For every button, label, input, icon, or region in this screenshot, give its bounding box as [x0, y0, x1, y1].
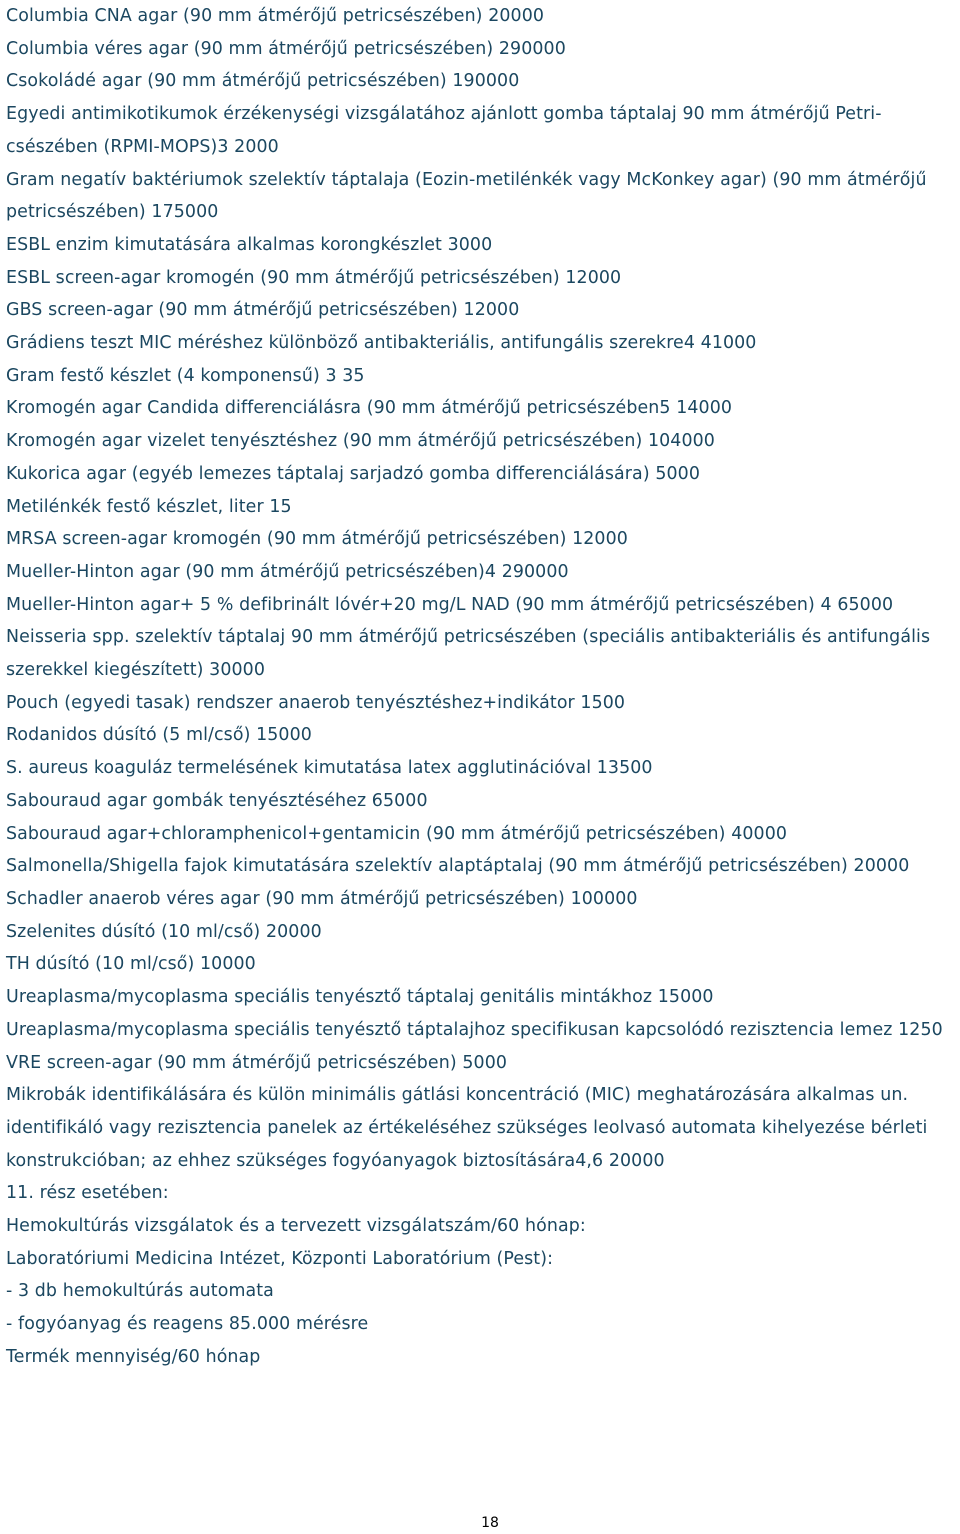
paragraph: Szelenites dúsító (10 ml/cső) 20000	[6, 921, 322, 942]
paragraph: Rodanidos dúsító (5 ml/cső) 15000	[6, 725, 312, 746]
paragraph: Csokoládé agar (90 mm átmérőjű petricsészében) 190000	[6, 71, 520, 92]
paragraph: Kukorica agar (egyéb lemezes táptalaj sarjadzó gomba differenciálására) 5000	[6, 463, 700, 484]
paragraph: Mueller-Hinton agar+ 5 % defibrinált lóvér+20 mg/L NAD (90 mm átmérőjű petricsészében) 4 65000	[6, 594, 894, 615]
document-body	[6, 0, 956, 1374]
paragraph: Pouch (egyedi tasak) rendszer anaerob tenyésztéshez+indikátor 1500	[6, 692, 626, 713]
paragraph: S. aureus koaguláz termelésének kimutatása latex agglutinációval 13500	[6, 758, 653, 779]
paragraph: VRE screen-agar (90 mm átmérőjű petricsészében) 5000	[6, 1052, 508, 1073]
paragraph: Schadler anaerob véres agar (90 mm átmérőjű petricsészében) 100000	[6, 888, 638, 909]
paragraph: Mikrobák identifikálására és külön minimális gátlási koncentráció (MIC) meghatározására alkalmas un. identifikáló vagy rezisztencia panelek az értékeléséhez szükséges leolvasó automata kihelyezése bérleti konstrukcióban; az ehhez szükséges fogyóanyagok biztosítására4,6 20000	[6, 1085, 928, 1171]
paragraph: Metilénkék festő készlet, liter 15	[6, 496, 292, 517]
paragraph: Ureaplasma/mycoplasma speciális tenyésztő táptalaj genitális mintákhoz 15000	[6, 987, 714, 1008]
paragraph: Gram festő készlet (4 komponensű) 3 35	[6, 365, 365, 386]
paragraph: Columbia véres agar (90 mm átmérőjű petricsészében) 290000	[6, 38, 566, 59]
paragraph: Hemokultúrás vizsgálatok és a tervezett vizsgálatszám/60 hónap:	[6, 1216, 586, 1237]
paragraph: Sabouraud agar+chloramphenicol+gentamicin (90 mm átmérőjű petricsészében) 40000	[6, 823, 788, 844]
section-heading: 11. rész esetében:	[6, 1183, 169, 1204]
paragraph: Columbia CNA agar (90 mm átmérőjű petricsészében) 20000	[6, 6, 545, 26]
paragraph: Egyedi antimikotikumok érzékenységi vizsgálatához ajánlott gomba táptalaj 90 mm átmérőjű Petri-csészében (RPMI-MOPS)3 2000	[6, 104, 882, 157]
paragraph: ESBL enzim kimutatására alkalmas korongkészlet 3000	[6, 234, 493, 255]
paragraph: Laboratóriumi Medicina Intézet, Központi Laboratórium (Pest):	[6, 1248, 554, 1269]
paragraph: Sabouraud agar gombák tenyésztéséhez 65000	[6, 790, 428, 811]
paragraph: Mueller-Hinton agar (90 mm átmérőjű petricsészében)4 290000	[6, 561, 569, 582]
paragraph: TH dúsító (10 ml/cső) 10000	[6, 954, 256, 975]
paragraph: Termék mennyiség/60 hónap	[6, 1346, 261, 1367]
paragraph: Kromogén agar Candida differenciálásra (90 mm átmérőjű petricsészében5 14000	[6, 398, 733, 419]
list-item: - fogyóanyag és reagens 85.000 mérésre	[6, 1314, 369, 1335]
paragraph: Kromogén agar vizelet tenyésztéshez (90 mm átmérőjű petricsészében) 104000	[6, 431, 715, 452]
page-number: 18	[481, 1515, 499, 1531]
paragraph: Grádiens teszt MIC méréshez különböző antibakteriális, antifungális szerekre4 41000	[6, 333, 757, 354]
paragraph: Neisseria spp. szelektív táptalaj 90 mm átmérőjű petricsészében (speciális antibakteriális és antifungális szerekkel kiegészített) 30000	[6, 627, 931, 681]
paragraph: Salmonella/Shigella fajok kimutatására szelektív alaptáptalaj (90 mm átmérőjű petricsészében) 20000	[6, 856, 910, 877]
paragraph: Gram negatív baktériumok szelektív táptalaja (Eozin-metilénkék vagy McKonkey agar) (90 mm átmérőjű petricsészében) 175000	[6, 169, 927, 223]
paragraph: ESBL screen-agar kromogén (90 mm átmérőjű petricsészében) 12000	[6, 267, 622, 288]
paragraph: Ureaplasma/mycoplasma speciális tenyésztő táptalajhoz specifikusan kapcsolódó rezisztencia lemez 1250	[6, 1019, 943, 1040]
paragraph: GBS screen-agar (90 mm átmérőjű petricsészében) 12000	[6, 300, 520, 321]
paragraph: MRSA screen-agar kromogén (90 mm átmérőjű petricsészében) 12000	[6, 529, 628, 550]
list-item: - 3 db hemokultúrás automata	[6, 1281, 274, 1302]
